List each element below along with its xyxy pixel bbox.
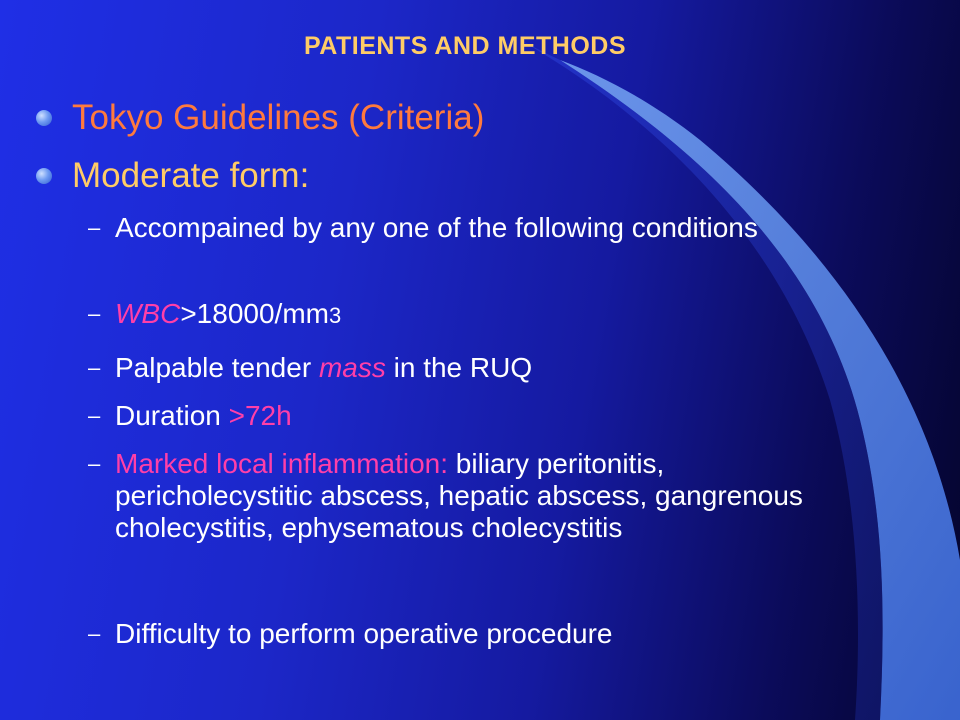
dash-icon: – bbox=[88, 621, 101, 646]
highlight-inflammation: Marked local inflammation: bbox=[115, 448, 449, 479]
sub-item-duration bbox=[88, 400, 848, 432]
sub-item-local-inflammation bbox=[88, 448, 848, 544]
text-post: in the RUQ bbox=[385, 352, 533, 383]
wbc-value: >18000/mm bbox=[180, 298, 329, 329]
sub-item-text bbox=[115, 400, 848, 432]
bullet-tokyo-guidelines bbox=[36, 98, 484, 138]
highlight-mass: mass bbox=[318, 352, 386, 383]
bullet-moderate-form bbox=[36, 156, 309, 196]
dash-icon: – bbox=[88, 403, 101, 428]
dash-icon: – bbox=[88, 301, 101, 326]
sub-item-text: Accompained by any one of the following conditions bbox=[115, 212, 758, 243]
dash-icon: – bbox=[88, 215, 101, 240]
highlight-wbc: WBC bbox=[115, 298, 181, 329]
bullet-text: Moderate form: bbox=[72, 156, 310, 195]
inflammation-details: biliary peritonitis, pericholecystitic abscess, hepatic abscess, gangrenous cholecystitis, ephysematous cholecystitis bbox=[115, 448, 803, 543]
sub-item-text bbox=[115, 448, 848, 544]
text-pre: Palpable tender bbox=[115, 352, 319, 383]
sub-item-text bbox=[115, 352, 848, 384]
slide-title: PATIENTS AND METHODS bbox=[303, 32, 627, 60]
bullet-dot-icon bbox=[36, 168, 52, 184]
sub-item-text bbox=[115, 298, 848, 332]
dash-icon: – bbox=[88, 355, 101, 380]
wbc-unit-exponent: 3 bbox=[328, 303, 342, 328]
bullet-text: Tokyo Guidelines (Criteria) bbox=[72, 98, 485, 137]
bullet-dot-icon bbox=[36, 110, 52, 126]
highlight-duration: >72h bbox=[228, 400, 292, 431]
sub-item-difficulty bbox=[88, 618, 848, 650]
sub-item-palpable-mass bbox=[88, 352, 848, 384]
dash-icon: – bbox=[88, 451, 101, 476]
text-pre: Duration bbox=[115, 400, 229, 431]
sub-item-wbc bbox=[88, 298, 848, 332]
sub-item-accompanied bbox=[88, 212, 848, 244]
sub-item-text: Difficulty to perform operative procedure bbox=[115, 618, 613, 649]
